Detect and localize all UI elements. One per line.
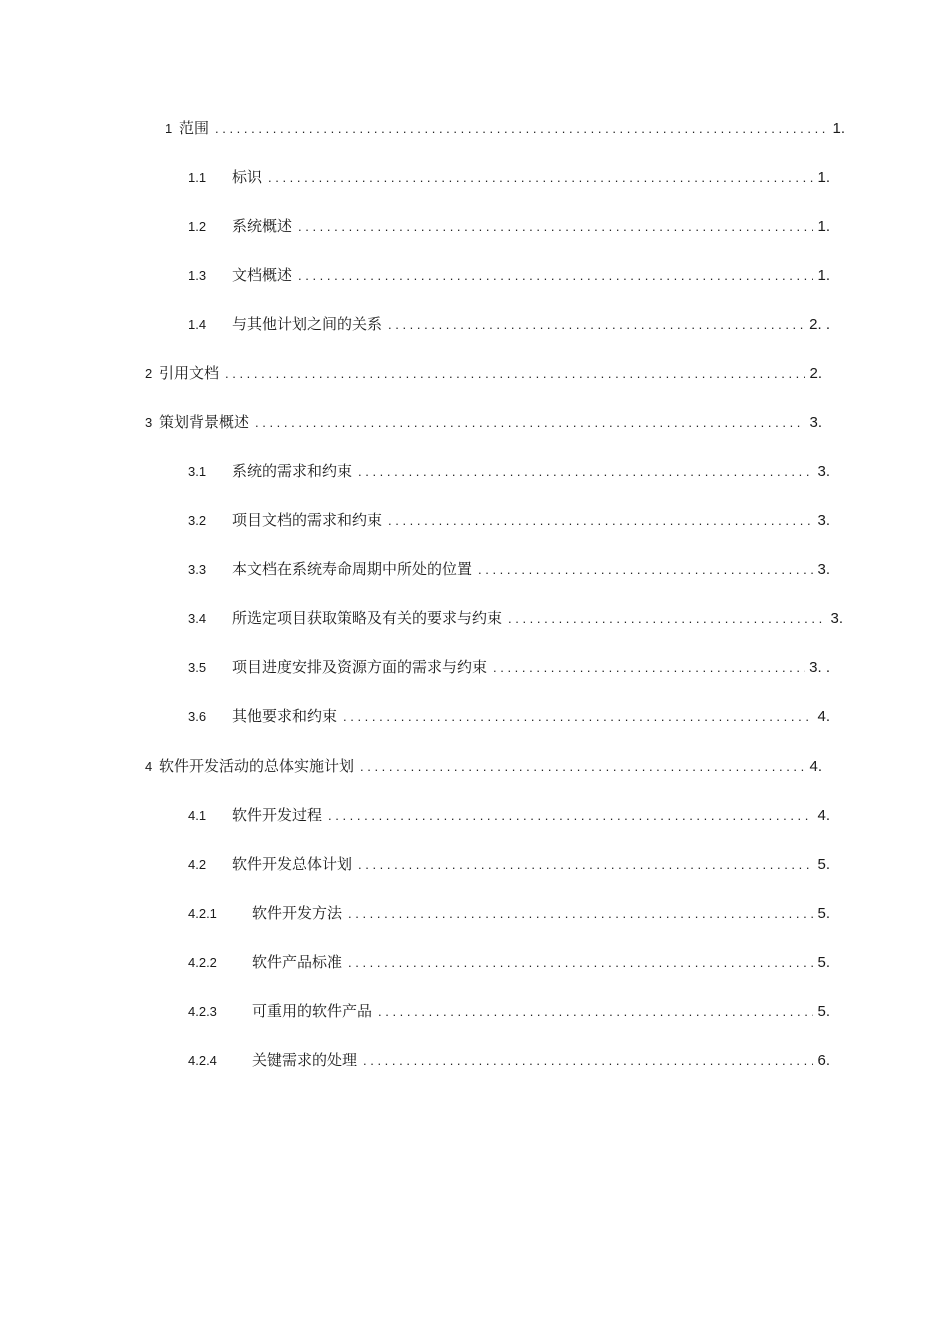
toc-number: 3.5 bbox=[188, 660, 207, 675]
toc-page-number: 2. bbox=[809, 365, 822, 382]
toc-entry-3-1[interactable] bbox=[188, 458, 830, 484]
toc-page-number: 4. bbox=[817, 708, 830, 725]
toc-page-number: 1. bbox=[817, 169, 830, 186]
toc-title: 文档概述 bbox=[232, 266, 293, 284]
toc-page-number: 5. bbox=[817, 1003, 830, 1020]
toc-entry-4-1[interactable] bbox=[188, 802, 830, 828]
toc-entry-1-4[interactable] bbox=[188, 311, 830, 337]
toc-leader-dots bbox=[358, 852, 813, 878]
toc-entry-4-2-2[interactable] bbox=[188, 949, 830, 975]
toc-leader-dots bbox=[358, 459, 813, 485]
toc-number: 4.2.2 bbox=[188, 955, 217, 970]
toc-number: 1.3 bbox=[188, 268, 207, 283]
toc-entry-3[interactable] bbox=[145, 409, 822, 435]
toc-title: 范围 bbox=[179, 119, 210, 137]
toc-title: 软件开发方法 bbox=[252, 904, 343, 922]
toc-page-number: 5. bbox=[817, 856, 830, 873]
toc-leader-dots bbox=[215, 116, 828, 142]
toc-number: 1.2 bbox=[188, 219, 207, 234]
toc-number: 2 bbox=[145, 366, 153, 381]
toc-title: 软件开发过程 bbox=[232, 806, 323, 824]
toc-leader-dots bbox=[388, 508, 813, 534]
toc-number: 1.1 bbox=[188, 170, 207, 185]
toc-leader-dots bbox=[360, 754, 805, 780]
toc-title: 系统概述 bbox=[232, 217, 293, 235]
toc-page-number: 6. bbox=[817, 1052, 830, 1069]
toc-entry-4-2-4[interactable] bbox=[188, 1047, 830, 1073]
toc-leader-dots bbox=[388, 312, 805, 338]
toc-page-number: 5. bbox=[817, 905, 830, 922]
toc-title: 其他要求和约束 bbox=[232, 707, 338, 725]
toc-number: 3.1 bbox=[188, 464, 207, 479]
toc-page-number: 3. bbox=[830, 610, 843, 627]
toc-leader-dots bbox=[363, 1048, 813, 1074]
toc-page-number: 4. bbox=[817, 807, 830, 824]
toc-entry-3-6[interactable] bbox=[188, 703, 830, 729]
toc-number: 3.6 bbox=[188, 709, 207, 724]
toc-title: 软件产品标准 bbox=[252, 953, 343, 971]
toc-leader-dots bbox=[343, 704, 813, 730]
toc-entry-3-5[interactable] bbox=[188, 654, 830, 680]
toc-page-number: 4. bbox=[809, 758, 822, 775]
toc-number: 4.2.4 bbox=[188, 1053, 217, 1068]
toc-leader-dots bbox=[378, 999, 813, 1025]
toc-entry-4[interactable] bbox=[145, 753, 822, 779]
toc-number: 3.3 bbox=[188, 562, 207, 577]
toc-entry-4-2-3[interactable] bbox=[188, 998, 830, 1024]
toc-number: 3.4 bbox=[188, 611, 207, 626]
toc-number: 4.2 bbox=[188, 857, 207, 872]
toc-title: 软件开发总体计划 bbox=[232, 855, 353, 873]
toc-page-number: 1. bbox=[832, 120, 845, 137]
toc-entry-3-3[interactable] bbox=[188, 556, 830, 582]
toc-number: 3 bbox=[145, 415, 153, 430]
toc-leader-dots bbox=[328, 803, 813, 829]
toc-leader-dots bbox=[348, 901, 813, 927]
toc-entry-4-2[interactable] bbox=[188, 851, 830, 877]
toc-title: 策划背景概述 bbox=[159, 413, 250, 431]
toc-title: 引用文档 bbox=[159, 364, 220, 382]
toc-leader-dots bbox=[268, 165, 813, 191]
toc-title: 所选定项目获取策略及有关的要求与约束 bbox=[232, 609, 503, 627]
toc-leader-dots bbox=[255, 410, 805, 436]
toc-title: 可重用的软件产品 bbox=[252, 1002, 373, 1020]
toc-title: 系统的需求和约束 bbox=[232, 462, 353, 480]
toc-title: 项目文档的需求和约束 bbox=[232, 511, 383, 529]
toc-page-number: 3. bbox=[817, 561, 830, 578]
toc-number: 1.4 bbox=[188, 317, 207, 332]
toc-entry-1-1[interactable] bbox=[188, 164, 830, 190]
toc-title: 项目进度安排及资源方面的需求与约束 bbox=[232, 658, 488, 676]
toc-title: 与其他计划之间的关系 bbox=[232, 315, 383, 333]
toc-number: 4.2.3 bbox=[188, 1004, 217, 1019]
toc-leader-dots bbox=[508, 606, 826, 632]
toc-number: 3.2 bbox=[188, 513, 207, 528]
toc-number: 4.2.1 bbox=[188, 906, 217, 921]
toc-page-number: 1. bbox=[817, 267, 830, 284]
toc-title: 本文档在系统寿命周期中所处的位置 bbox=[232, 560, 473, 578]
toc-number: 4 bbox=[145, 759, 153, 774]
toc-title: 关键需求的处理 bbox=[252, 1051, 358, 1069]
toc-leader-dots bbox=[478, 557, 813, 583]
toc-entry-2[interactable] bbox=[145, 360, 822, 386]
toc-number: 4.1 bbox=[188, 808, 207, 823]
toc-page-number: 2. . bbox=[809, 316, 830, 333]
toc-entry-1-3[interactable] bbox=[188, 262, 830, 288]
toc-page-number: 3. bbox=[809, 414, 822, 431]
toc-page-number: 3. . bbox=[809, 659, 830, 676]
toc-entry-3-4[interactable] bbox=[188, 605, 843, 631]
toc-leader-dots bbox=[298, 263, 813, 289]
toc-entry-1-2[interactable] bbox=[188, 213, 830, 239]
toc-page-number: 3. bbox=[817, 512, 830, 529]
toc-entry-3-2[interactable] bbox=[188, 507, 830, 533]
toc-leader-dots bbox=[493, 655, 805, 681]
toc-title: 标识 bbox=[232, 168, 263, 186]
toc-entry-1[interactable] bbox=[165, 115, 845, 141]
toc-page-number: 1. bbox=[817, 218, 830, 235]
toc-title: 软件开发活动的总体实施计划 bbox=[159, 757, 355, 775]
toc-entry-4-2-1[interactable] bbox=[188, 900, 830, 926]
toc-page-number: 3. bbox=[817, 463, 830, 480]
toc-leader-dots bbox=[298, 214, 813, 240]
toc-leader-dots bbox=[348, 950, 813, 976]
toc-leader-dots bbox=[225, 361, 805, 387]
toc-page-number: 5. bbox=[817, 954, 830, 971]
toc-number: 1 bbox=[165, 121, 173, 136]
